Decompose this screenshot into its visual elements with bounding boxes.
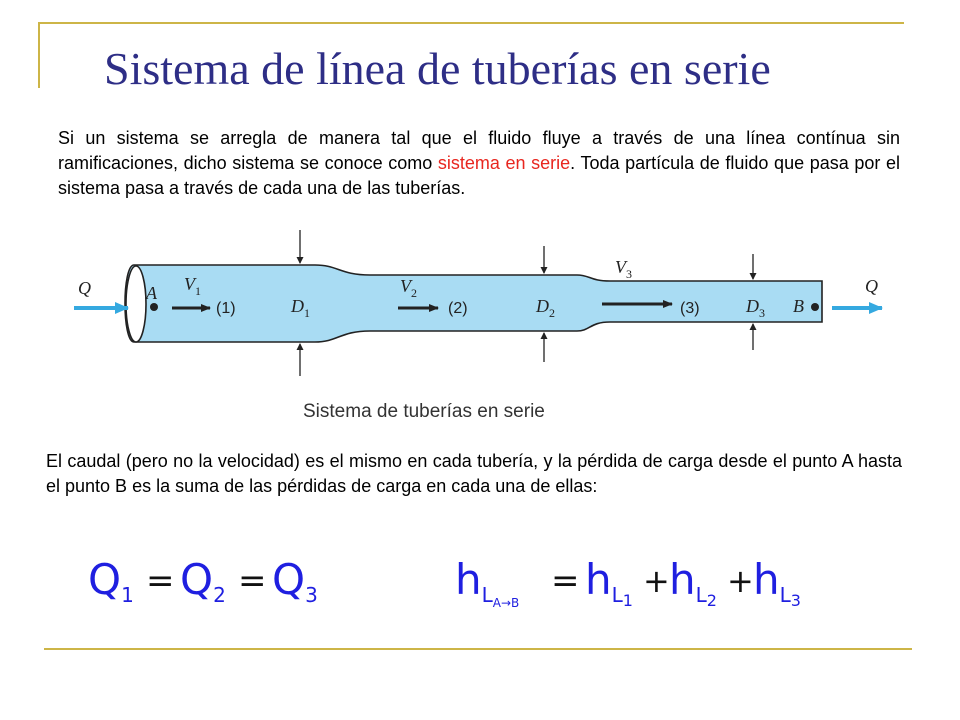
frame-left-line	[38, 22, 40, 88]
pipe-inlet-opening	[126, 266, 146, 342]
eq1-term-2: Q2	[180, 555, 226, 607]
eq2-equals: =	[551, 561, 580, 601]
intro-paragraph	[58, 126, 900, 201]
intro-text-end: . Toda partícula de fluido que pasa por el sistema pasa a través de cada una de las tuberías.	[58, 153, 900, 198]
velocity-2-label: $V_2$	[400, 276, 417, 300]
eq1-equals-1: =	[146, 561, 175, 601]
segment-2-label: (2)	[448, 300, 468, 317]
highlight-term: sistema en serie	[437, 153, 571, 173]
series-pipe-diagram	[70, 228, 890, 428]
point-a-marker	[150, 303, 158, 311]
eq1-term-1: Q1	[88, 555, 134, 607]
eq1-term-3: Q3	[272, 555, 318, 607]
diameter-3-label: $D_3$	[746, 296, 765, 320]
inlet-flow-label: Q	[78, 278, 91, 298]
point-a-label: A	[146, 283, 157, 303]
outlet-flow-label: Q	[865, 276, 878, 296]
eq2-lhs: hLA→B	[455, 555, 520, 610]
eq1-equals-2: =	[238, 561, 267, 601]
diameter-1-label: $D_1$	[291, 296, 310, 320]
eq2-plus-2: +	[727, 562, 754, 600]
eq2-term-1: hL1	[585, 555, 633, 610]
flow-paragraph: El caudal (pero no la velocidad) es el mismo en cada tubería, y la pérdida de carga desde el punto A hasta el punto B es la suma de las pérdidas de carga en cada una de ellas:	[46, 451, 902, 496]
frame-bottom-line	[44, 648, 912, 650]
velocity-1-label: $V_1$	[184, 274, 201, 298]
equation-head-loss-sum	[455, 548, 815, 618]
segment-1-label: (1)	[216, 300, 236, 317]
velocity-3-label: $V_3$	[615, 257, 632, 281]
point-b-label: B	[793, 296, 804, 316]
eq2-term-2: hL2	[669, 555, 717, 610]
eq2-plus-1: +	[643, 562, 670, 600]
point-b-marker	[811, 303, 819, 311]
intro-text-start: Si un sistema se arregla de manera tal que el fluido fluye a través de una línea contínua sin ramificaciones, dicho sistema se conoce como	[58, 128, 900, 173]
equation-flow-equality	[88, 548, 328, 618]
diagram-caption: Sistema de tuberías en serie	[303, 401, 545, 422]
slide-title: Sistema de línea de tuberías en serie	[104, 43, 771, 94]
segment-3-label: (3)	[680, 300, 700, 317]
eq2-term-3: hL3	[753, 555, 801, 610]
frame-top-line	[38, 22, 904, 24]
diameter-2-label: $D_2$	[536, 296, 555, 320]
